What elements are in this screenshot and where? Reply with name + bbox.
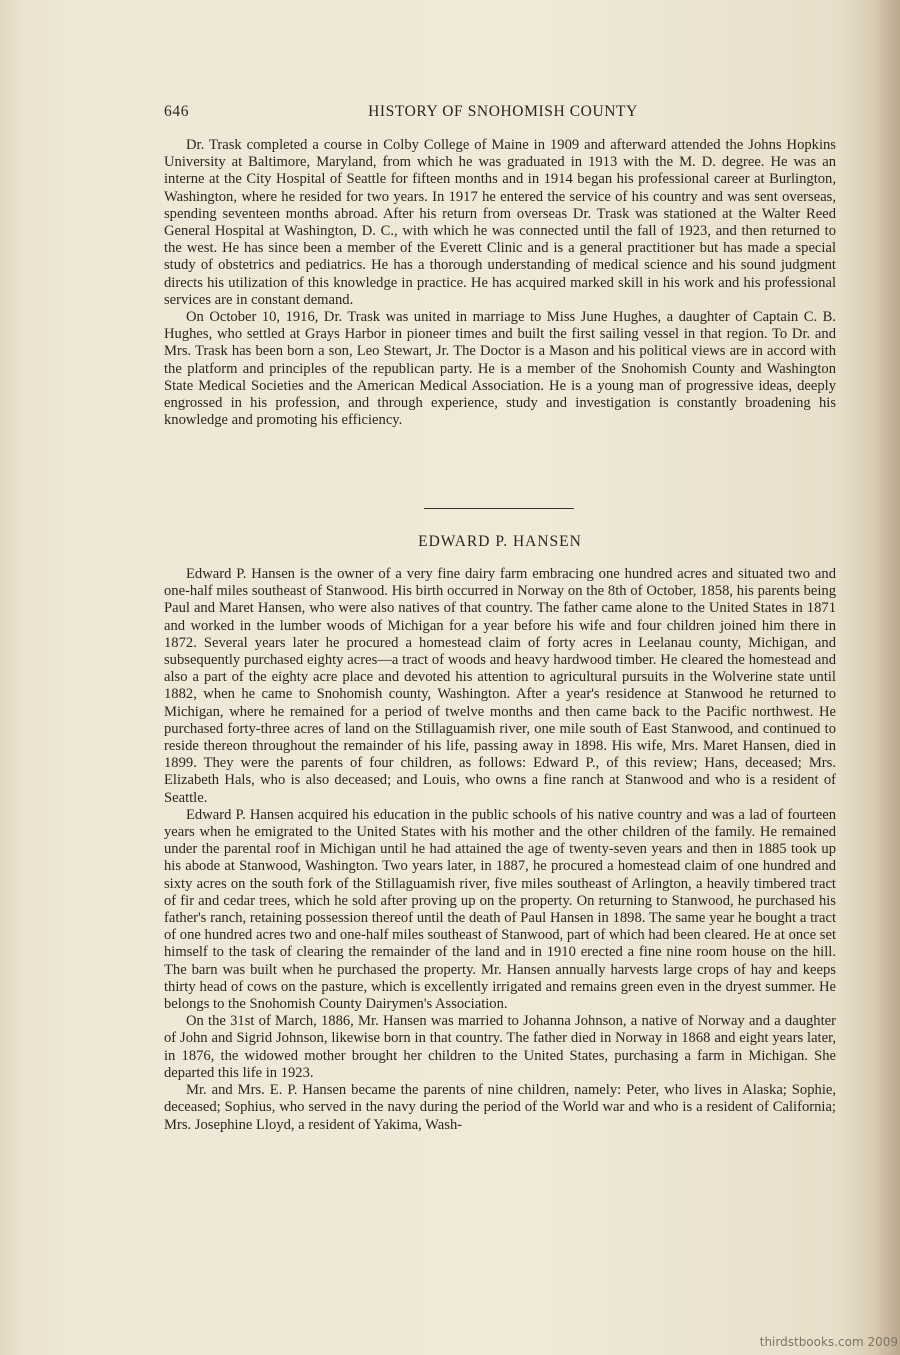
- watermark: thirdstbooks.com 2009: [759, 1335, 898, 1349]
- page-gutter-shadow: [0, 0, 22, 1355]
- trask-paragraph-1: Dr. Trask completed a course in Colby College of Maine in 1909 and afterward attended the Johns Hopkins University at Baltimore, Maryland, from which he was graduated in 1913 with the M. D. degree. He was an interne at the City Hospital of Seattle for fifteen months and in 1914 began his professional career at Burlington, Washington, where he resided for two years. In 1917 he entered the service of his country and was sent overseas, spending seventeen months abroad. After his return from overseas Dr. Trask was stationed at the Walter Reed General Hospital at Washington, D. C., with which he was connected until the fall of 1923, and then returned to the west. He has since been a member of the Everett Clinic and is a general practitioner but has made a special study of obstetrics and pediatrics. He has a thorough understanding of medical science and his sound judgment directs his utilization of this knowledge in practice. He has acquired marked skill in his work and his professional services are in constant demand.: [164, 137, 836, 308]
- trask-biography: [164, 137, 836, 429]
- hansen-paragraph-3: On the 31st of March, 1886, Mr. Hansen was married to Johanna Johnson, a native of Norway and a daughter of John and Sigrid Johnson, likewise born in that country. The father died in Norway in 1868 and eight years later, in 1876, the widowed mother brought her children to the United States, purchasing a farm in Michigan. She departed this life in 1923.: [164, 1013, 836, 1081]
- hansen-paragraph-4: Mr. and Mrs. E. P. Hansen became the parents of nine children, namely: Peter, who lives in Alaska; Sophie, deceased; Sophius, who served in the navy during the period of the World war and who is a resident of California; Mrs. Josephine Lloyd, a resident of Yakima, Wash-: [164, 1082, 836, 1133]
- page-number: 646: [164, 103, 190, 120]
- hansen-paragraph-1: Edward P. Hansen is the owner of a very fine dairy farm embracing one hundred acres and situated two and one-half miles southeast of Stanwood. His birth occurred in Norway on the 8th of October, 1858, his parents being Paul and Maret Hansen, who were also natives of that country. The father came alone to the United States in 1871 and worked in the lumber woods of Michigan for a year before his wife and four children joined him there in 1872. Several years later he procured a homestead claim of forty acres in Leelanau county, Michigan, and subsequently purchased eighty acres—a tract of woods and heavy hardwood timber. He cleared the homestead and also a part of the eighty acre place and devoted his attention to agricultural pursuits in the Wolverine state until 1882, when he came to Snohomish county, Washington. After a year's residence at Stanwood he returned to Michigan, where he remained for a period of twelve months and then came back to the Pacific northwest. He purchased forty-three acres of land on the Stillaguamish river, one mile south of East Stanwood, and continued to reside thereon throughout the remainder of his life, passing away in 1898. His wife, Mrs. Maret Hansen, died in 1899. They were the parents of four children, as follows: Edward P., of this review; Hans, deceased; Mrs. Elizabeth Hals, who is also deceased; and Louis, who owns a fine ranch at Stanwood and who is a resident of Seattle.: [164, 566, 836, 806]
- section-divider: [424, 508, 574, 509]
- section-heading: EDWARD P. HANSEN: [418, 533, 582, 550]
- running-head: [164, 103, 836, 125]
- hansen-paragraph-2: Edward P. Hansen acquired his education in the public schools of his native country and was a lad of fourteen years when he emigrated to the United States with his mother and the other children of the family. He remained under the parental roof in Michigan until he had attained the age of twenty-seven years and then in 1885 took up his abode at Stanwood, Washington. Two years later, in 1887, he procured a homestead claim of one hundred and sixty acres on the south fork of the Stillaguamish river, five miles southeast of Arlington, a heavily timbered tract of fir and cedar trees, which he sold after proving up on the property. On returning to Stanwood, he purchased his father's ranch, retaining possession thereof until the death of Paul Hansen in 1898. The same year he bought a tract of one hundred acres two and one-half miles southeast of Stanwood, part of which had been cleared. He at once set himself to the task of clearing the remainder of the land and in 1910 erected a fine nine room house on the hill. The barn was built when he purchased the property. Mr. Hansen annually harvests large crops of hay and keeps thirty head of cows on the pasture, which is excellently irrigated and remains green even in the dryest summer. He belongs to the Snohomish County Dairymen's Association.: [164, 806, 836, 1013]
- hansen-biography: [164, 566, 836, 1134]
- book-title: HISTORY OF SNOHOMISH COUNTY: [368, 103, 638, 120]
- trask-paragraph-2: On October 10, 1916, Dr. Trask was united in marriage to Miss June Hughes, a daughter of Captain C. B. Hughes, who settled at Grays Harbor in pioneer times and built the first sailing vessel in that region. To Dr. and Mrs. Trask has been born a son, Leo Stewart, Jr. The Doctor is a Mason and his political views are in accord with the platform and principles of the republican party. He is a member of the Snohomish County and Washington State Medical Societies and the American Medical Association. He is a young man of progressive ideas, deeply engrossed in his profession, and through experience, study and investigation is constantly broadening his knowledge and promoting his efficiency.: [164, 309, 836, 429]
